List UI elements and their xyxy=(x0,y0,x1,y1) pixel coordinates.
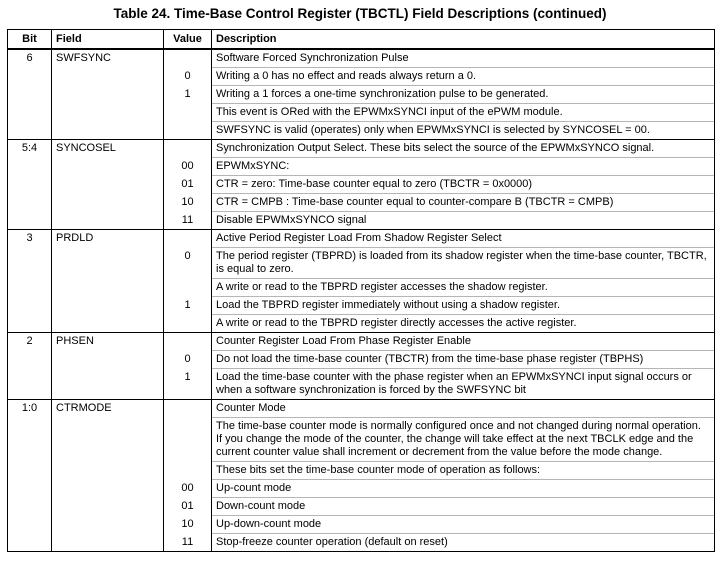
value-cell xyxy=(164,418,212,462)
value-cell: 11 xyxy=(164,534,212,552)
field-group-syncosel xyxy=(8,140,715,230)
field-cell: SYNCOSEL xyxy=(52,140,164,230)
table-row xyxy=(8,230,715,248)
description-cell: Counter Mode xyxy=(212,400,715,418)
description-cell: Active Period Register Load From Shadow Register Select xyxy=(212,230,715,248)
table-title: Table 24. Time-Base Control Register (TBCTL) Field Descriptions (continued) xyxy=(113,6,607,21)
description-cell: The time-base counter mode is normally configured once and not changed during normal operation. If you change the mode of the counter, the change will take effect at the next TBCLK edge and the current counter value shall increment or decrement from the value before the mode change. xyxy=(212,418,715,462)
field-cell: PHSEN xyxy=(52,333,164,400)
table-row xyxy=(8,333,715,351)
field-group-prdld xyxy=(8,230,715,333)
description-cell: EPWMxSYNC: xyxy=(212,158,715,176)
description-cell: Up-down-count mode xyxy=(212,516,715,534)
description-cell: Down-count mode xyxy=(212,498,715,516)
value-cell: 01 xyxy=(164,498,212,516)
value-cell: 11 xyxy=(164,212,212,230)
header-bit: Bit xyxy=(8,30,52,50)
description-cell: Load the time-base counter with the phase register when an EPWMxSYNCI input signal occurs or when a software synchronization is forced by the SWFSYNC bit xyxy=(212,369,715,400)
header-description: Description xyxy=(212,30,715,50)
value-cell xyxy=(164,122,212,140)
header-field: Field xyxy=(52,30,164,50)
description-cell: CTR = CMPB : Time-base counter equal to counter-compare B (TBCTR = CMPB) xyxy=(212,194,715,212)
field-group-phsen xyxy=(8,333,715,400)
bit-cell: 6 xyxy=(8,49,52,140)
value-cell: 0 xyxy=(164,68,212,86)
description-cell: This event is ORed with the EPWMxSYNCI input of the ePWM module. xyxy=(212,104,715,122)
description-cell: The period register (TBPRD) is loaded from its shadow register when the time-base counter, TBCTR, is equal to zero. xyxy=(212,248,715,279)
header-value: Value xyxy=(164,30,212,50)
bit-cell: 1:0 xyxy=(8,400,52,552)
field-descriptions-table xyxy=(7,29,715,552)
value-cell xyxy=(164,462,212,480)
value-cell: 00 xyxy=(164,480,212,498)
value-cell xyxy=(164,49,212,68)
description-cell: A write or read to the TBPRD register directly accesses the active register. xyxy=(212,315,715,333)
value-cell xyxy=(164,104,212,122)
value-cell xyxy=(164,333,212,351)
header-row xyxy=(8,30,715,50)
description-cell: Disable EPWMxSYNCO signal xyxy=(212,212,715,230)
value-cell xyxy=(164,140,212,158)
bit-cell: 2 xyxy=(8,333,52,400)
field-group-ctrmode xyxy=(8,400,715,552)
bit-cell: 3 xyxy=(8,230,52,333)
value-cell: 0 xyxy=(164,248,212,279)
table-row xyxy=(8,140,715,158)
description-cell: Software Forced Synchronization Pulse xyxy=(212,49,715,68)
bit-cell: 5:4 xyxy=(8,140,52,230)
value-cell: 00 xyxy=(164,158,212,176)
description-cell: Counter Register Load From Phase Register Enable xyxy=(212,333,715,351)
table-header xyxy=(8,30,715,50)
description-cell: Up-count mode xyxy=(212,480,715,498)
table-row xyxy=(8,400,715,418)
description-cell: CTR = zero: Time-base counter equal to zero (TBCTR = 0x0000) xyxy=(212,176,715,194)
field-cell: PRDLD xyxy=(52,230,164,333)
description-cell: Stop-freeze counter operation (default on reset) xyxy=(212,534,715,552)
table-row xyxy=(8,49,715,68)
value-cell: 1 xyxy=(164,86,212,104)
description-cell: Do not load the time-base counter (TBCTR) from the time-base phase register (TBPHS) xyxy=(212,351,715,369)
value-cell: 10 xyxy=(164,516,212,534)
field-cell: CTRMODE xyxy=(52,400,164,552)
description-cell: Writing a 1 forces a one-time synchronization pulse to be generated. xyxy=(212,86,715,104)
value-cell xyxy=(164,279,212,297)
value-cell: 0 xyxy=(164,351,212,369)
value-cell xyxy=(164,315,212,333)
field-cell: SWFSYNC xyxy=(52,49,164,140)
description-cell: Load the TBPRD register immediately without using a shadow register. xyxy=(212,297,715,315)
description-cell: A write or read to the TBPRD register accesses the shadow register. xyxy=(212,279,715,297)
description-cell: Writing a 0 has no effect and reads always return a 0. xyxy=(212,68,715,86)
description-cell: Synchronization Output Select. These bits select the source of the EPWMxSYNCO signal. xyxy=(212,140,715,158)
value-cell: 1 xyxy=(164,297,212,315)
value-cell xyxy=(164,400,212,418)
value-cell xyxy=(164,230,212,248)
field-group-swfsync xyxy=(8,49,715,140)
description-cell: These bits set the time-base counter mode of operation as follows: xyxy=(212,462,715,480)
value-cell: 1 xyxy=(164,369,212,400)
value-cell: 01 xyxy=(164,176,212,194)
value-cell: 10 xyxy=(164,194,212,212)
description-cell: SWFSYNC is valid (operates) only when EPWMxSYNCI is selected by SYNCOSEL = 00. xyxy=(212,122,715,140)
